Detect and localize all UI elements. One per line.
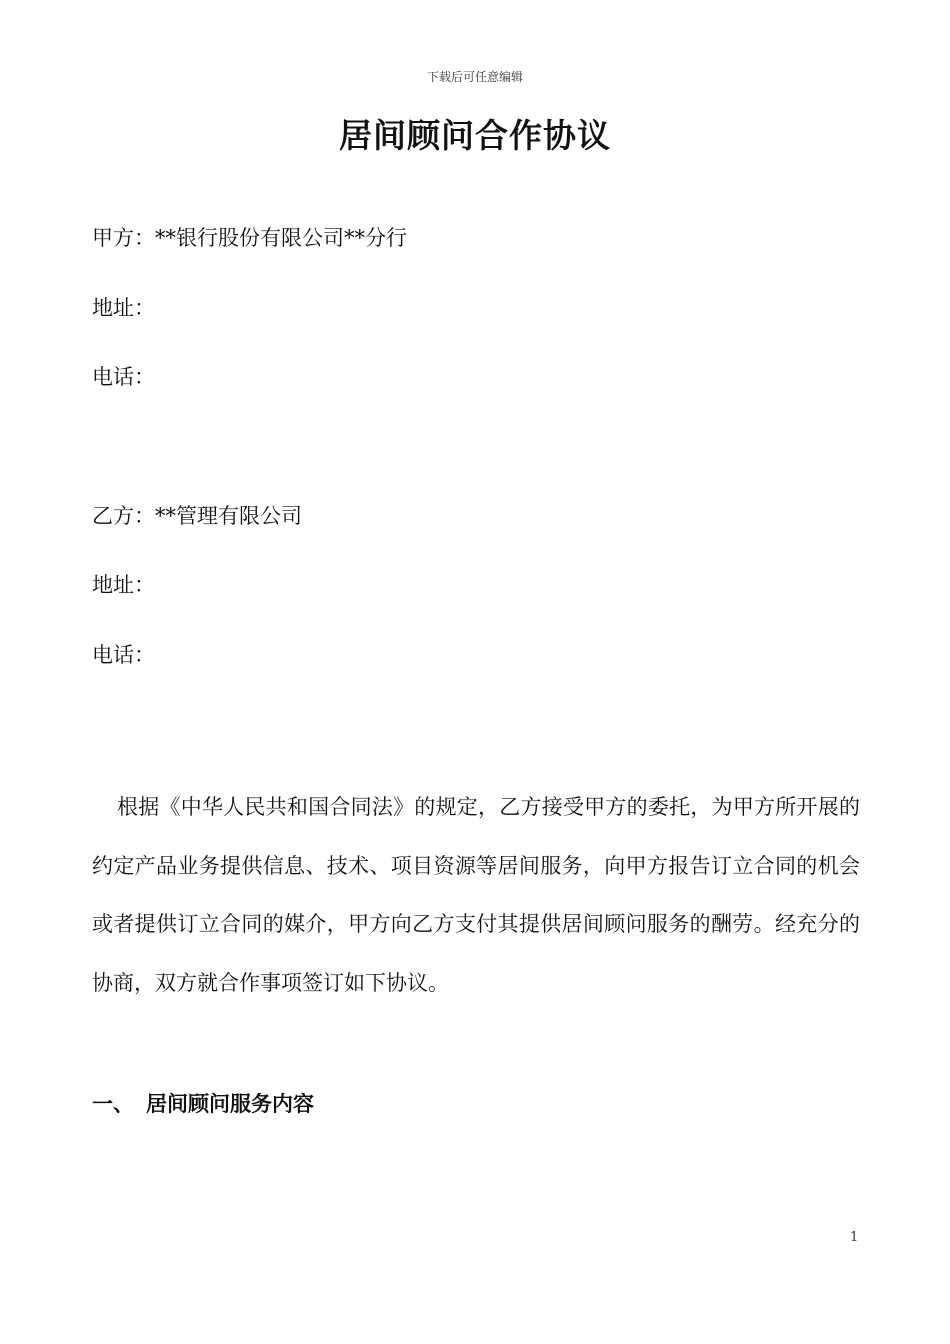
section-1-heading bbox=[92, 1090, 314, 1118]
party-b-phone: 电话： bbox=[92, 643, 155, 667]
header-note: 下载后可任意编辑 bbox=[426, 70, 523, 84]
party-b-name: 乙方：**管理有限公司 bbox=[92, 504, 302, 528]
page-number: 1 bbox=[850, 1230, 859, 1245]
section-1-number: 一、 bbox=[92, 1092, 134, 1116]
section-1-title: 居间顾问服务内容 bbox=[146, 1092, 314, 1116]
document-title: 居间顾问合作协议 bbox=[339, 116, 611, 155]
party-b-address: 地址： bbox=[92, 573, 155, 597]
preamble-paragraph: 根据《中华人民共和国合同法》的规定，乙方接受甲方的委托，为甲方所开展的约定产品业务提供信息、技术、项目资源等居间服务，向甲方报告订立合同的机会或者提供订立合同的媒介，甲方向乙方支付其提供居间顾问服务的酬劳。经充分的协商，双方就合作事项签订如下协议。 bbox=[92, 795, 860, 995]
party-a-name: 甲方：**银行股份有限公司**分行 bbox=[92, 226, 407, 250]
party-a-address: 地址： bbox=[92, 296, 155, 320]
party-a-phone: 电话： bbox=[92, 365, 155, 389]
